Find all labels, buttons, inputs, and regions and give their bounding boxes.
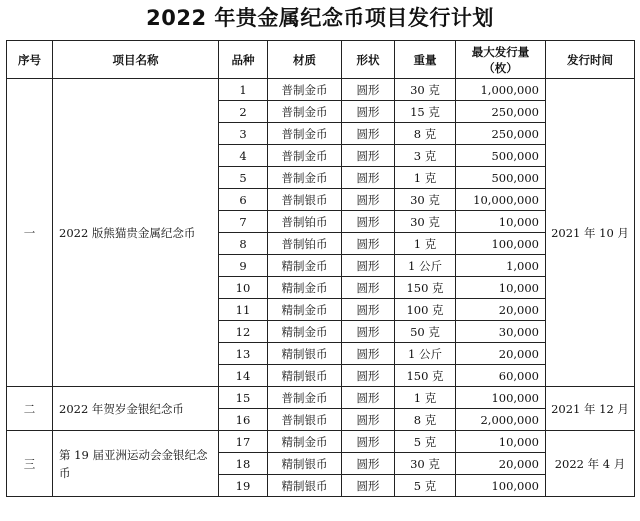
header-project: 项目名称 — [53, 41, 219, 79]
header-max-qty — [456, 41, 546, 79]
cell-variety: 16 — [219, 409, 268, 431]
cell-material: 精制银币 — [268, 365, 342, 387]
header-weight: 重量 — [395, 41, 456, 79]
cell-material: 普制金币 — [268, 79, 342, 101]
cell-material: 精制金币 — [268, 431, 342, 453]
cell-weight: 30 克 — [395, 453, 456, 475]
cell-shape: 圆形 — [342, 79, 395, 101]
header-material: 材质 — [268, 41, 342, 79]
header-issue-time: 发行时间 — [546, 41, 635, 79]
cell-variety: 5 — [219, 167, 268, 189]
table-row — [7, 431, 635, 453]
cell-shape: 圆形 — [342, 343, 395, 365]
cell-weight: 100 克 — [395, 299, 456, 321]
cell-weight: 150 克 — [395, 365, 456, 387]
group-seq: 一 — [7, 79, 53, 387]
cell-material: 普制铂币 — [268, 211, 342, 233]
table-row — [7, 387, 635, 409]
cell-max-qty: 500,000 — [456, 145, 546, 167]
cell-max-qty: 20,000 — [456, 343, 546, 365]
cell-material: 精制银币 — [268, 343, 342, 365]
group-seq: 二 — [7, 387, 53, 431]
cell-variety: 10 — [219, 277, 268, 299]
cell-max-qty: 60,000 — [456, 365, 546, 387]
group-issue-time: 2021 年 10 月 — [546, 79, 635, 387]
cell-shape: 圆形 — [342, 299, 395, 321]
cell-weight: 5 克 — [395, 431, 456, 453]
cell-shape: 圆形 — [342, 431, 395, 453]
cell-max-qty: 250,000 — [456, 123, 546, 145]
cell-max-qty: 100,000 — [456, 475, 546, 497]
header-variety: 品种 — [219, 41, 268, 79]
cell-shape: 圆形 — [342, 365, 395, 387]
cell-max-qty: 2,000,000 — [456, 409, 546, 431]
header-max-qty-line1: 最大发行量 — [471, 44, 530, 59]
cell-max-qty: 20,000 — [456, 453, 546, 475]
cell-variety: 11 — [219, 299, 268, 321]
cell-shape: 圆形 — [342, 475, 395, 497]
cell-variety: 14 — [219, 365, 268, 387]
group-seq: 三 — [7, 431, 53, 497]
cell-material: 普制铂币 — [268, 233, 342, 255]
cell-max-qty: 100,000 — [456, 387, 546, 409]
group-project-name: 2022 版熊猫贵金属纪念币 — [53, 79, 219, 387]
cell-weight: 3 克 — [395, 145, 456, 167]
cell-material: 普制金币 — [268, 101, 342, 123]
cell-variety: 17 — [219, 431, 268, 453]
cell-material: 普制银币 — [268, 409, 342, 431]
cell-weight: 150 克 — [395, 277, 456, 299]
cell-variety: 19 — [219, 475, 268, 497]
cell-max-qty: 10,000 — [456, 431, 546, 453]
cell-material: 普制金币 — [268, 167, 342, 189]
cell-variety: 18 — [219, 453, 268, 475]
cell-max-qty: 500,000 — [456, 167, 546, 189]
cell-weight: 30 克 — [395, 211, 456, 233]
cell-max-qty: 10,000 — [456, 211, 546, 233]
header-max-qty-line2: （枚） — [483, 60, 518, 75]
cell-weight: 30 克 — [395, 189, 456, 211]
cell-max-qty: 30,000 — [456, 321, 546, 343]
header-seq: 序号 — [7, 41, 53, 79]
cell-material: 普制金币 — [268, 145, 342, 167]
cell-variety: 12 — [219, 321, 268, 343]
cell-shape: 圆形 — [342, 233, 395, 255]
cell-variety: 3 — [219, 123, 268, 145]
cell-shape: 圆形 — [342, 387, 395, 409]
cell-max-qty: 10,000,000 — [456, 189, 546, 211]
group-project-name: 2022 年贺岁金银纪念币 — [53, 387, 219, 431]
cell-shape: 圆形 — [342, 321, 395, 343]
cell-max-qty: 250,000 — [456, 101, 546, 123]
cell-shape: 圆形 — [342, 255, 395, 277]
cell-weight: 8 克 — [395, 123, 456, 145]
cell-material: 普制金币 — [268, 387, 342, 409]
cell-weight: 15 克 — [395, 101, 456, 123]
cell-max-qty: 100,000 — [456, 233, 546, 255]
cell-weight: 30 克 — [395, 79, 456, 101]
cell-shape: 圆形 — [342, 145, 395, 167]
cell-max-qty: 1,000 — [456, 255, 546, 277]
cell-material: 精制银币 — [268, 453, 342, 475]
cell-material: 普制金币 — [268, 123, 342, 145]
cell-weight: 8 克 — [395, 409, 456, 431]
cell-variety: 1 — [219, 79, 268, 101]
table-row — [7, 79, 635, 101]
page-title: 2022 年贵金属纪念币项目发行计划 — [146, 6, 494, 30]
table-header-row — [7, 41, 635, 79]
coin-plan-table — [6, 40, 635, 497]
cell-weight: 5 克 — [395, 475, 456, 497]
cell-max-qty: 10,000 — [456, 277, 546, 299]
group-issue-time: 2021 年 12 月 — [546, 387, 635, 431]
cell-max-qty: 20,000 — [456, 299, 546, 321]
cell-weight: 1 克 — [395, 387, 456, 409]
cell-weight: 1 克 — [395, 233, 456, 255]
cell-variety: 15 — [219, 387, 268, 409]
cell-material: 精制金币 — [268, 299, 342, 321]
cell-material: 精制金币 — [268, 255, 342, 277]
group-issue-time: 2022 年 4 月 — [546, 431, 635, 497]
cell-variety: 4 — [219, 145, 268, 167]
cell-variety: 13 — [219, 343, 268, 365]
cell-variety: 9 — [219, 255, 268, 277]
cell-shape: 圆形 — [342, 453, 395, 475]
cell-shape: 圆形 — [342, 101, 395, 123]
cell-shape: 圆形 — [342, 167, 395, 189]
cell-material: 普制银币 — [268, 189, 342, 211]
cell-weight: 1 克 — [395, 167, 456, 189]
cell-material: 精制银币 — [268, 475, 342, 497]
cell-material: 精制金币 — [268, 277, 342, 299]
cell-weight: 1 公斤 — [395, 255, 456, 277]
cell-shape: 圆形 — [342, 123, 395, 145]
cell-shape: 圆形 — [342, 277, 395, 299]
cell-max-qty: 1,000,000 — [456, 79, 546, 101]
cell-variety: 7 — [219, 211, 268, 233]
cell-variety: 8 — [219, 233, 268, 255]
cell-variety: 6 — [219, 189, 268, 211]
group-project-name: 第 19 届亚洲运动会金银纪念币 — [53, 431, 219, 497]
cell-shape: 圆形 — [342, 409, 395, 431]
cell-material: 精制金币 — [268, 321, 342, 343]
cell-shape: 圆形 — [342, 189, 395, 211]
cell-weight: 1 公斤 — [395, 343, 456, 365]
cell-variety: 2 — [219, 101, 268, 123]
cell-weight: 50 克 — [395, 321, 456, 343]
header-shape: 形状 — [342, 41, 395, 79]
table-body — [7, 79, 635, 497]
cell-shape: 圆形 — [342, 211, 395, 233]
